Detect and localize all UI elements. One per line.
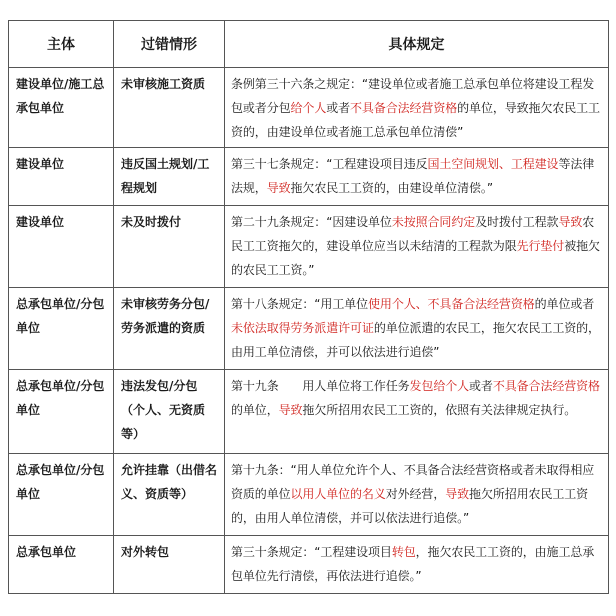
- highlighted-phrase: 未按照合同约定: [391, 215, 476, 229]
- highlighted-phrase: 给个人: [290, 101, 327, 115]
- rule-cell: [225, 148, 609, 206]
- rule-text: 被拖欠的农民工工资。”: [231, 239, 600, 277]
- fault-cell: 未及时拨付: [114, 206, 225, 288]
- rule-text: 第十九条 用人单位将工作任务: [231, 379, 410, 393]
- rule-cell: [225, 370, 609, 454]
- rule-text: 或者: [469, 379, 493, 393]
- highlighted-phrase: 导致: [266, 181, 291, 195]
- subject-cell: 建设单位: [9, 148, 114, 206]
- regulation-table-wrapper: [8, 20, 608, 594]
- table-row: [9, 536, 609, 594]
- rule-text: 第二十九条规定：“因建设单位: [231, 215, 392, 229]
- highlighted-phrase: 未依法取得劳务派遣许可证: [231, 321, 374, 335]
- table-row: [9, 206, 609, 288]
- fault-cell: 允许挂靠（出借名义、资质等）: [114, 454, 225, 536]
- subject-cell: 总承包单位/分包单位: [9, 288, 114, 370]
- rule-cell: [225, 454, 609, 536]
- rule-text: 第十九条：“用人单位允许个人、不具备合法经营资格或者未取得相应资质的单位: [231, 463, 595, 501]
- highlighted-phrase: 导致: [558, 215, 583, 229]
- table-row: [9, 288, 609, 370]
- highlighted-phrase: 先行垫付: [516, 239, 565, 253]
- header-fault: 过错情形: [114, 21, 225, 68]
- rule-text: 的单位，: [231, 403, 279, 417]
- rule-text: 的单位，导致拖欠农民工工资的，由建设单位或者施工总承包单位清偿”: [231, 101, 600, 139]
- highlighted-phrase: 国土空间规划、工程建设: [427, 157, 559, 171]
- fault-cell: 对外转包: [114, 536, 225, 594]
- highlighted-phrase: 以用人单位的名义: [290, 487, 386, 501]
- table-row: [9, 454, 609, 536]
- rule-text: 及时拨付工程款: [475, 215, 559, 229]
- table-row: [9, 148, 609, 206]
- rule-text: 拖欠农民工工资的，由建设单位清偿。”: [290, 181, 493, 195]
- rule-text: 第三十条规定：“工程建设项目: [231, 545, 392, 559]
- highlighted-phrase: 不具备合法经营资格: [492, 379, 600, 393]
- rule-text: 拖欠所招用农民工工资的，由用人单位清偿，并可以依法进行追偿。”: [231, 487, 589, 525]
- highlighted-phrase: 导致: [445, 487, 470, 501]
- rule-text: 或者: [326, 101, 351, 115]
- subject-cell: 建设单位: [9, 206, 114, 288]
- rule-cell: [225, 206, 609, 288]
- fault-cell: 未审核施工资质: [114, 68, 225, 148]
- subject-cell: 总承包单位: [9, 536, 114, 594]
- rule-cell: [225, 288, 609, 370]
- table-row: [9, 68, 609, 148]
- rule-cell: [225, 536, 609, 594]
- rule-text: ，拖欠农民工工资的，由施工总承包单位先行清偿，再依法进行追偿。”: [231, 545, 595, 583]
- subject-cell: 总承包单位/分包单位: [9, 370, 114, 454]
- table-header-row: [9, 21, 609, 68]
- rule-text: 第三十七条规定：“工程建设项目违反: [231, 157, 428, 171]
- highlighted-phrase: 导致: [278, 403, 303, 417]
- rule-text: 的单位或者: [534, 297, 595, 311]
- subject-cell: 总承包单位/分包单位: [9, 454, 114, 536]
- regulation-table: [8, 20, 609, 594]
- header-rule: 具体规定: [225, 21, 609, 68]
- rule-text: 对外经营，: [385, 487, 446, 501]
- fault-cell: 违反国土规划/工程规划: [114, 148, 225, 206]
- rule-text: 等法律法规，: [231, 157, 595, 195]
- rule-text: 第十八条规定：“用工单位: [231, 297, 369, 311]
- header-subject: 主体: [9, 21, 114, 68]
- highlighted-phrase: 转包: [391, 545, 416, 559]
- rule-text: 的单位派遣的农民工，拖欠农民工工资的，由用工单位清偿，并可以依法进行追偿”: [231, 321, 600, 359]
- rule-text: 农民工工资拖欠的，建设单位应当以未结清的工程款为限: [231, 215, 595, 253]
- highlighted-phrase: 使用个人、不具备合法经营资格: [368, 297, 535, 311]
- highlighted-phrase: 发包给个人: [409, 379, 470, 393]
- highlighted-phrase: 不具备合法经营资格: [350, 101, 458, 115]
- subject-cell: 建设单位/施工总承包单位: [9, 68, 114, 148]
- fault-cell: 未审核劳务分包/劳务派遣的资质: [114, 288, 225, 370]
- table-row: [9, 370, 609, 454]
- fault-cell: 违法发包/分包（个人、无资质等）: [114, 370, 225, 454]
- rule-text: 拖欠所招用农民工工资的，依照有关法律规定执行。: [302, 403, 577, 417]
- rule-cell: [225, 68, 609, 148]
- rule-text: 条例第三十六条之规定：“建设单位或者施工总承包单位将建设工程发包或者分包: [231, 77, 595, 115]
